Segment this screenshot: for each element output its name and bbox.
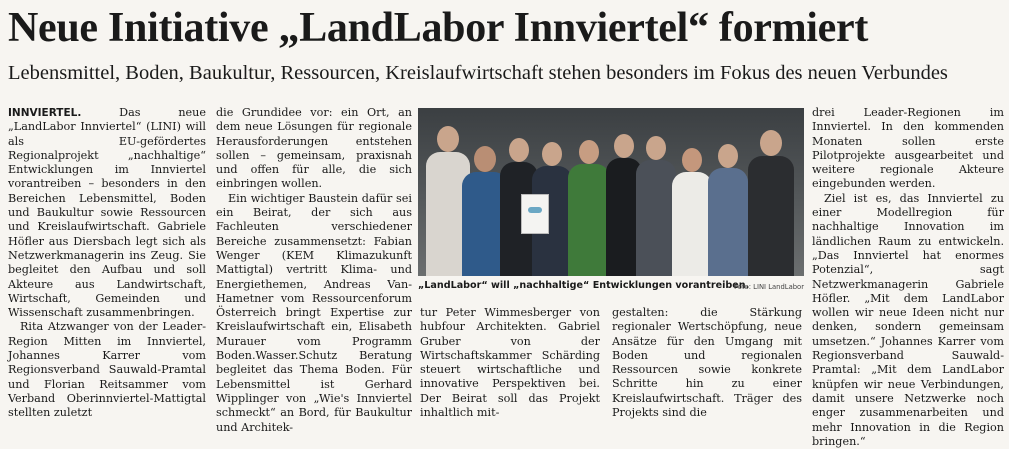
- certificate-poster: [521, 194, 549, 234]
- paragraph: gestalten: die Stärkung regionaler Wertschöpfung, neue Ansätze für den Umgang mit Boden und regionalen Ressourcen sowie konkrete Schritte hin zu einer Kreislaufwirtschaft. Träger des Projekts sind die: [612, 306, 802, 420]
- caption-text: „LandLabor“ will „nachhaltige“ Entwicklungen vorantreiben.: [418, 280, 750, 291]
- article-photo: [418, 108, 804, 276]
- paragraph: Ein wichtiger Baustein dafür sei ein Beirat, der sich aus Fachleuten verschiedener Bereiche zusammensetzt: Fabian Wenger (KEM Klimazukunft Mattigtal) vertritt Klima- und Energiethemen, Andreas Van-Hametner vom Ressourcenforum Österreich bringt Expertise zur Kreislaufwirtschaft ein, Elisabeth Murauer vom Programm Boden.Wasser.Schutz Beratung begleitet das Thema Boden. Für Lebensmittel ist Gerhard Wipplinger von „Wie's Innviertel schmeckt“ an Bord, für Baukultur und Architek-: [216, 191, 412, 434]
- paragraph: Rita Atzwanger von der Leader-Region Mitten im Innviertel, Johannes Karrer vom Regionsverband Sauwald-Pramtal und Florian Reitsammer vom Verband Oberinnviertel-Mattigtal stellten zuletzt: [8, 320, 206, 420]
- person-7: [636, 136, 676, 276]
- paragraph: die Grundidee vor: ein Ort, an dem neue Lösungen für regionale Herausforderungen entstehen sollen – gemeinsam, praxisnah und offen für alle, die sich einbringen wollen.: [216, 106, 412, 191]
- article-column-5: [812, 106, 1004, 449]
- article-column-1: [8, 106, 206, 421]
- article-column-3: [420, 306, 600, 420]
- paragraph: Ziel ist es, das Innviertel zu einer Modellregion für nachhaltige Innovation im ländlichen Raum zu entwickeln. „Das Innviertel hat enormes Potenzial“, sagt Netzwerkmanagerin Gabriele Höfler. „Mit dem LandLabor wollen wir neue Ideen nicht nur denken, sondern gemeinsam umsetzen.“ Johannes Karrer vom Regionsverband Sauwald-Pramtal: „Mit dem LandLabor knüpfen wir neue Verbindungen, damit unsere Netzwerke noch enger zusammenarbeiten und mehr Innovation in die Region bringen.“: [812, 191, 1004, 448]
- headline: Neue Initiative „LandLabor Innviertel“ formiert: [8, 5, 869, 51]
- photo-caption: [418, 279, 804, 293]
- article-column-2: [216, 106, 412, 435]
- person-8: [672, 148, 712, 276]
- paragraph: drei Leader-Regionen im Innviertel. In den kommenden Monaten sollen erste Pilotprojekte ausgearbeitet und weitere regionale Akteure eingebunden werden.: [812, 106, 1004, 191]
- paragraph: tur Peter Wimmesberger von hubfour Architekten. Gabriel Gruber von der Wirtschaftskammer Schärding steuert wirtschaftliche und innovative Perspektiven bei. Der Beirat soll das Projekt inhaltlich mit-: [420, 306, 600, 420]
- person-9: [708, 144, 748, 276]
- dateline: INNVIERTEL.: [8, 107, 82, 119]
- person-5: [568, 140, 610, 276]
- subheadline: Lebensmittel, Boden, Baukultur, Ressourcen, Kreislaufwirtschaft stehen besonders im Fokus des neuen Verbundes: [8, 62, 948, 84]
- article-column-4: [612, 306, 802, 420]
- person-10: [748, 130, 794, 276]
- photo-credit: Foto: LINI LandLabor: [734, 283, 804, 291]
- paragraph: Das neue „LandLabor Innviertel“ (LINI) will als EU-gefördertes Regionalprojekt „nachhaltige“ Entwicklungen im Innviertel vorantreiben – besonders in den Bereichen Lebensmittel, Boden und Baukultur sowie Ressourcen und Kreislaufwirtschaft. Gabriele Höfler aus Diersbach legt sich als Netzwerkmanagerin ins Zeug. Sie begleitet den Aufbau und soll Akteure aus Landwirtschaft, Wirtschaft, Gemeinden und Wissenschaft zusammenbringen.: [8, 106, 207, 320]
